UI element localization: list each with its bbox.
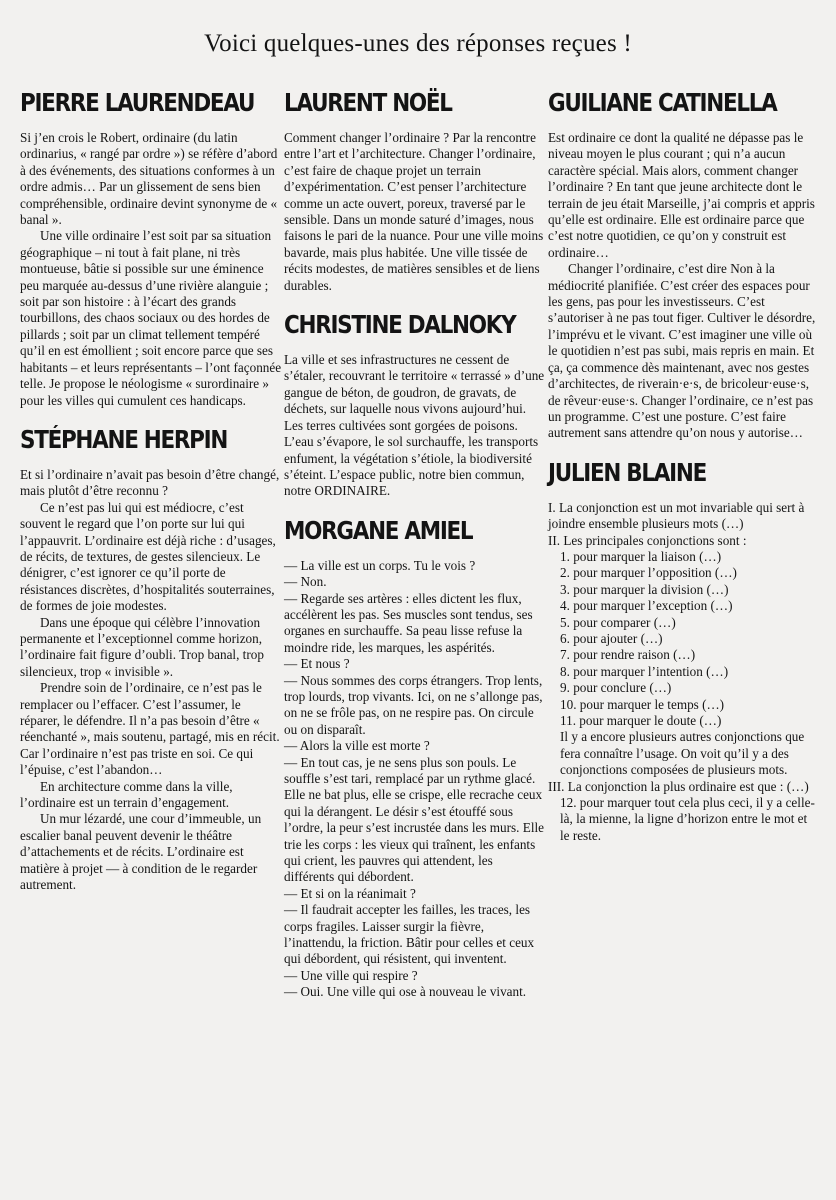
dialogue-line: — Non. xyxy=(284,574,327,590)
entry-dalnoky xyxy=(284,310,546,500)
entry-amiel xyxy=(284,516,546,1001)
list-item: 3. pour marquer la division (…) xyxy=(560,581,729,597)
list-item: 7. pour rendre raison (…) xyxy=(560,647,696,663)
paragraph: Une ville ordinaire l’est soit par sa situation géographique – ni tout à fait plane, ni très montueuse, bâtie si possible sur une éminence peu marquée au-dessus d’une rivière alanguie ; soit par son histoire : à l’écart des grands tourbillons, des chaos sociaux ou des hordes de pillards ; soit par un climat tellement tempéré qu’il en est émollient ; soit encore parce que ses habitants – et leurs représentants – l’ont façonnée telle. Je propose le néologisme « surordinaire » pour les villes qui cumulent ces handicaps. xyxy=(20,228,282,408)
list-item: 1. pour marquer la liaison (…) xyxy=(560,548,722,564)
dialogue-line: — La ville est un corps. Tu le vois ? xyxy=(284,557,476,573)
paragraph: Si j’en crois le Robert, ordinaire (du latin ordinarius, « rangé par ordre ») se réfère d’abord à des événements, des situations conformes à un ordre admis… Par un glissement de sens bien compréhensible, ordinaire devint synonyme de « banal ». xyxy=(20,130,278,228)
page-title: Voici quelques-unes des réponses reçues ! xyxy=(204,30,632,57)
paragraph: III. La conjonction la plus ordinaire est que : (…) xyxy=(548,778,809,794)
list-item: 6. pour ajouter (…) xyxy=(560,630,663,646)
entry-laurendeau xyxy=(20,88,282,409)
dialogue-line: — Et si on la réanimait ? xyxy=(284,885,416,901)
entry-blaine xyxy=(548,458,816,845)
dialogue-line: — Regarde ses artères : elles dictent les flux, accélèrent les pas. Ses muscles sont tendus, ses organes en surchauffe. Sa peau lisse refuse la moindre ride, les marques, les aspérités. xyxy=(284,590,533,655)
dialogue-line: — Et nous ? xyxy=(284,656,350,672)
list-item: 4. pour marquer l’exception (…) xyxy=(560,598,733,614)
author-name: PIERRE LAURENDEAU xyxy=(20,88,255,117)
entry-catinella xyxy=(548,88,816,442)
paragraph: La ville et ses infrastructures ne cessent de s’étaler, recouvrant le territoire « terrassé » d’une gangue de béton, de goudron, de gravats, de déchets, sur laquelle nous vivons aujourd’hui. Les terres cultivées sont gorgées de poisons. L’eau s’évapore, le sol surchauffe, les transports enfument, la végétation s’étiole, la biodiversité s’éteint. L’espace public, notre bien commun, notre ORDINAIRE. xyxy=(284,352,545,499)
paragraph: II. Les principales conjonctions sont : xyxy=(548,532,747,548)
column-left xyxy=(20,88,282,909)
list-item: 2. pour marquer l’opposition (…) xyxy=(560,565,737,581)
dialogue-line: — Oui. Une ville qui ose à nouveau le vivant. xyxy=(284,984,527,1000)
paragraph: 12. pour marquer tout cela plus ceci, il y a celle-là, la mienne, la ligne d’horizon entre le mot et le reste. xyxy=(560,795,815,843)
author-name: LAURENT NOËL xyxy=(284,88,452,117)
paragraph: Dans une époque qui célèbre l’innovation permanente et l’exceptionnel comme horizon, l’ordinaire fait figure d’oubli. Trop banal, trop silencieux, trop « invisible ». xyxy=(20,614,264,679)
paragraph: Et si l’ordinaire n’avait pas besoin d’être changé, mais plutôt d’être reconnu ? xyxy=(20,466,280,499)
paragraph: Ce n’est pas lui qui est médiocre, c’est souvent le regard que l’on porte sur lui qui l’appauvrit. L’ordinaire est déjà riche : d’usages, de récits, de textures, de gestes silencieux. Le dénigrer, c’est ignorer ce qu’il porte de résistances discrètes, d’hospitalités souterraines, de formes de joie modestes. xyxy=(20,499,276,614)
paragraph: Comment changer l’ordinaire ? Par la rencontre entre l’art et l’architecture. Changer l’ordinaire, c’est faire de chaque projet un terrain d’expérimentation. C’est penser l’architecture comme un acte ouvert, poreux, traversé par le sensible. Dans un monde saturé d’images, nous faisons le pari de la nuance. Pour une ville moins bavarde, mais plus habitée. Une ville tissée de récits modestes, de matières sensibles et de liens durables. xyxy=(284,130,544,293)
column-middle xyxy=(284,88,546,1017)
paragraph: Prendre soin de l’ordinaire, ce n’est pas le remplacer ou l’effacer. C’est l’assumer, le réparer, le défendre. Il n’a pas besoin d’être « réenchanté », mais soutenu, partagé, mis en récit. Car l’ordinaire n’est pas triste en soi. Ce qui l’épuise, c’est l’abandon… xyxy=(20,680,280,778)
paragraph: Un mur lézardé, une cour d’immeuble, un escalier banal peuvent devenir le théâtre d’attachements et de récits. L’ordinaire est matière à projet — à condition de le regarder autrement. xyxy=(20,811,262,893)
dialogue-line: — Nous sommes des corps étrangers. Trop lents, trop lourds, trop vivants. Ici, on ne s’allonge pas, on ne se frôle pas, on ne respire pas. On circule ou on disparaît. xyxy=(284,672,543,737)
dialogue-line: — Une ville qui respire ? xyxy=(284,967,418,983)
list-item: 9. pour conclure (…) xyxy=(560,680,672,696)
list-item: 8. pour marquer l’intention (…) xyxy=(560,663,729,679)
entry-herpin xyxy=(20,425,282,894)
list-item: 11. pour marquer le doute (…) xyxy=(560,713,722,728)
author-name: CHRISTINE DALNOKY xyxy=(284,310,516,340)
author-name: STÉPHANE HERPIN xyxy=(20,424,228,454)
dialogue-line: — Alors la ville est morte ? xyxy=(284,738,430,754)
paragraph: Changer l’ordinaire, c’est dire Non à la médiocrité planifiée. C’est créer des espaces pour les gens, pas pour les investisseurs. C’est s’autoriser à ne pas tout figer. Cultiver le désordre, l’imprévu et le vivant. C’est imaginer une ville où le quotidien n’est pas subi, mais repris en main. Et ça, ça commence dès maintenant, avec nos gestes d’architectes, de riverain·e·s, de bricoleur·euse·s, de rêveur·euse·s. Changer l’ordinaire, ce n’est pas un programme. C’est une posture. C’est faire autrement sans attendre qu’on nous y autorise… xyxy=(548,261,816,441)
paragraph: I. La conjonction est un mot invariable qui sert à joindre ensemble plusieurs mots (…) xyxy=(548,499,805,532)
list-item: 5. pour comparer (…) xyxy=(560,614,676,630)
author-name: JULIEN BLAINE xyxy=(548,457,706,487)
paragraph: Est ordinaire ce dont la qualité ne dépasse pas le niveau moyen le plus courant ; qui n’a aucun caractère spécial. Mais alors, comment changer l’ordinaire ? En tant que jeune architecte dont le terrain de jeu était Marseille, j’ai compris et appris qu’elle est ordinaire. Elle est ordinaire parce que c’est notre quotidien, ce qu’on y construit est ordinaire… xyxy=(548,130,815,260)
author-name: MORGANE AMIEL xyxy=(284,515,473,545)
paragraph: Il y a encore plusieurs autres conjonctions que fera connaître l’usage. On voit qu’il y a des conjonctions composées de plusieurs mots. xyxy=(560,729,805,778)
paragraph: En architecture comme dans la ville, l’ordinaire est un terrain d’engagement. xyxy=(20,778,233,811)
column-right xyxy=(548,88,816,860)
author-name: GUILIANE CATINELLA xyxy=(548,88,777,117)
dialogue-line: — Il faudrait accepter les failles, les traces, les corps fragiles. Laisser surgir la fièvre, l’inattendu, la friction. Bâtir pour celles et ceux qui débordent, qui résistent, qui inventent. xyxy=(284,902,535,967)
dialogue-line: — En tout cas, je ne sens plus son pouls. Le souffle s’est tari, remplacé par un rythme glacé. Elle ne bat plus, elle se crispe, elle recrache ceux qui la dérangent. Le désir s’est étouffé sous l’ordre, la peur s’est incrustée dans les murs. Elle trie les corps : les vieux qui traînent, les enfants qui crient, les pauvres qui attendent, les différents qui débordent. xyxy=(284,754,545,885)
conjunction-list xyxy=(548,549,816,729)
list-item: 10. pour marquer le temps (…) xyxy=(560,696,725,712)
entry-noel xyxy=(284,88,546,294)
